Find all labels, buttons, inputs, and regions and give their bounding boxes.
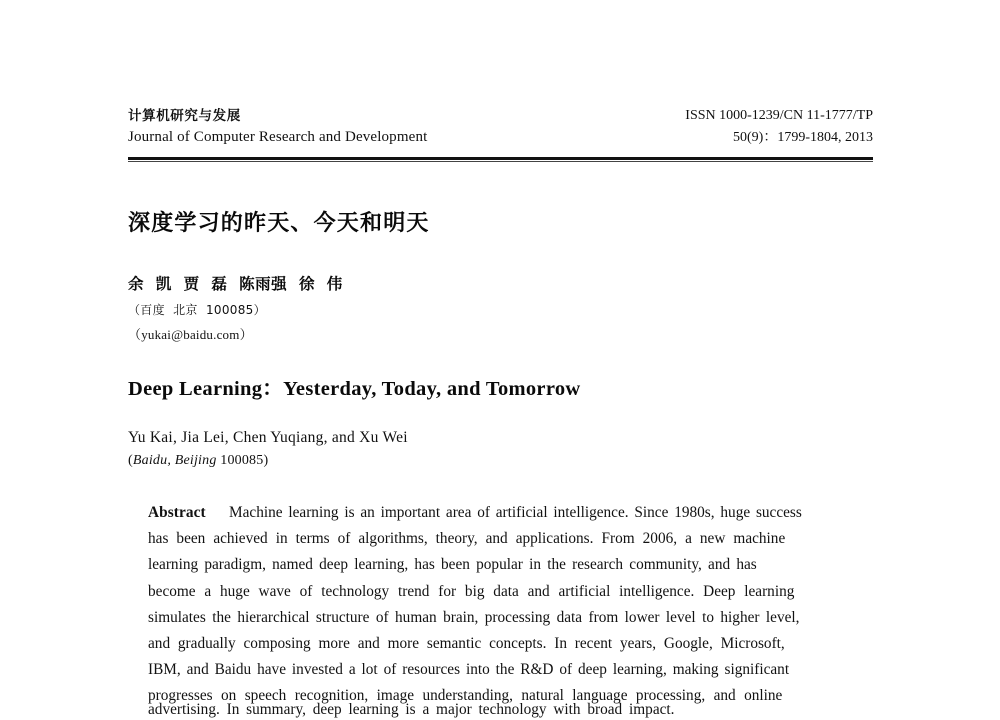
- volume-issue-pages: 50(9)：1799-1804, 2013: [733, 130, 873, 145]
- masthead-row: [128, 106, 873, 149]
- article-title-chinese: 深度学习的昨天、今天和明天: [128, 211, 430, 236]
- affiliation-paren-open: (: [128, 453, 133, 468]
- abstract-label: Abstract: [148, 504, 206, 521]
- header-rule-thin: [128, 161, 873, 162]
- abstract-line: progresses on speech recognition, image understanding, natural language processing, and online: [148, 687, 783, 705]
- masthead-left: [128, 106, 427, 149]
- affiliation-institution-italic: Baidu, Beijing: [132, 453, 217, 468]
- abstract-line: become a huge wave of technology trend for big data and artificial intelligence. Deep learning: [148, 582, 795, 600]
- contact-email: （yukai@baidu.com）: [128, 327, 253, 342]
- author-list-english: Yu Kai, Jia Lei, Chen Yuqiang, and Xu Wei: [128, 429, 408, 446]
- journal-masthead: [128, 106, 873, 149]
- abstract-line: advertising. In summary, deep learning is a major technology with broad impact.: [148, 701, 675, 718]
- affiliation-chinese: （百度 北京 100085）: [128, 303, 266, 317]
- journal-title-chinese: 计算机研究与发展: [128, 108, 241, 124]
- issn-identifier: ISSN 1000-1239/CN 11-1777/TP: [685, 108, 873, 123]
- abstract-block: [148, 500, 873, 710]
- abstract-line: IBM, and Baidu have invested a lot of resources into the R&D of deep learning, making significant: [148, 661, 790, 679]
- abstract-line: [148, 500, 873, 526]
- abstract-clipped-line-container: [148, 700, 873, 718]
- affiliation-postcode: 100085): [216, 453, 269, 468]
- abstract-line: and gradually composing more and more semantic concepts. In recent years, Google, Microsoft,: [148, 635, 785, 653]
- author-list-chinese: 余 凯 贾 磊 陈雨强 徐 伟: [128, 275, 343, 293]
- abstract-line: simulates the hierarchical structure of human brain, processing data from lower level to higher level,: [148, 608, 800, 626]
- abstract-line: has been achieved in terms of algorithms, theory, and applications. From 2006, a new machine: [148, 530, 786, 548]
- affiliation-english: [128, 453, 268, 469]
- abstract-line: learning paradigm, named deep learning, has been popular in the research community, and has: [148, 556, 757, 574]
- article-title-english: Deep Learning：Yesterday, Today, and Tomorrow: [128, 378, 581, 400]
- masthead-right: [685, 106, 873, 149]
- journal-title-english: Journal of Computer Research and Development: [128, 129, 428, 145]
- abstract-text: Machine learning is an important area of artificial intelligence. Since 1980s, huge success: [229, 504, 802, 521]
- header-rule-thick: [128, 157, 873, 160]
